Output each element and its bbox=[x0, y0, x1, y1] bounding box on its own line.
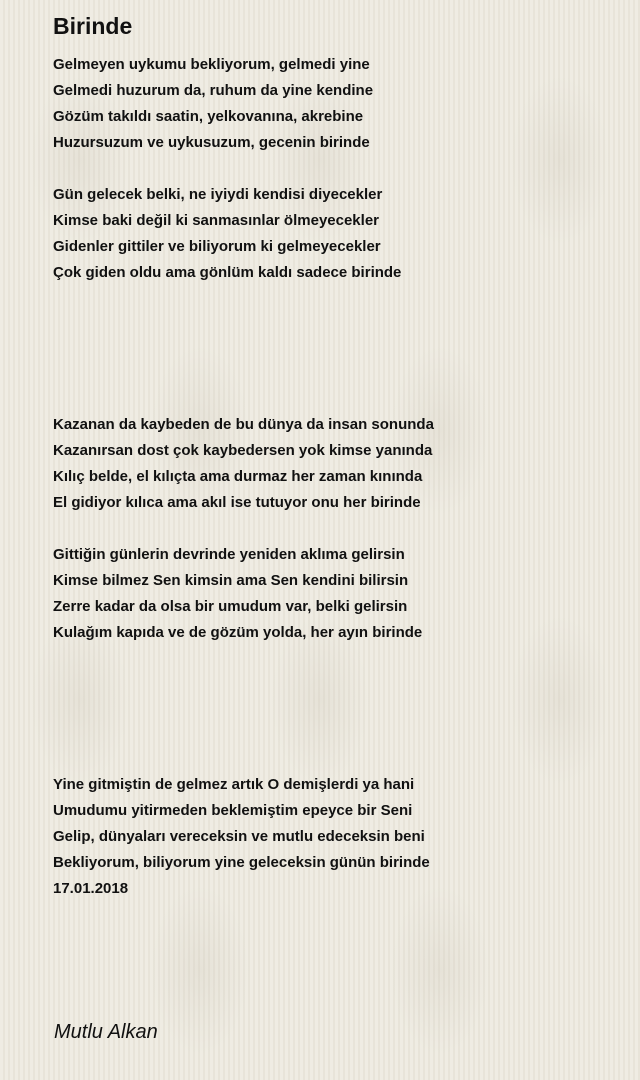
poem-line: Kılıç belde, el kılıçta ama durmaz her zaman kınında bbox=[53, 468, 423, 485]
section-gap bbox=[53, 286, 613, 412]
poem-line: Gelmedi huzurum da, ruhum da yine kendine bbox=[53, 82, 374, 99]
poem-line: Gün gelecek belki, ne iyiydi kendisi diyecekler bbox=[53, 186, 383, 203]
stanza-gap bbox=[53, 156, 613, 182]
poem-author: Mutlu Alkan bbox=[54, 1021, 158, 1043]
poem-body bbox=[53, 52, 613, 902]
poem-line: Gittiğin günlerin devrinde yeniden aklıma gelirsin bbox=[53, 546, 405, 563]
poem-line: Yine gitmiştin de gelmez artık O demişlerdi ya hani bbox=[53, 776, 415, 793]
poem-line: Kulağım kapıda ve de gözüm yolda, her ayın birinde bbox=[53, 624, 423, 641]
stanza-3 bbox=[53, 412, 613, 516]
stanza-gap bbox=[53, 516, 613, 542]
poem-line: Gidenler gittiler ve biliyorum ki gelmeyecekler bbox=[53, 238, 381, 255]
poem-line: Kimse bilmez Sen kimsin ama Sen kendini bilirsin bbox=[53, 572, 409, 589]
poem-date: 17.01.2018 bbox=[53, 880, 129, 897]
poem-line: Kazanırsan dost çok kaybedersen yok kimse yanında bbox=[53, 442, 433, 459]
poem-title: Birinde bbox=[53, 13, 133, 39]
poem-line: El gidiyor kılıca ama akıl ise tutuyor onu her birinde bbox=[53, 494, 421, 511]
stanza-5 bbox=[53, 772, 613, 902]
stanza-2 bbox=[53, 182, 613, 286]
poem-line: Çok giden oldu ama gönlüm kaldı sadece birinde bbox=[53, 264, 402, 281]
poem-line: Umudumu yitirmeden beklemiştim epeyce bir Seni bbox=[53, 802, 413, 819]
stanza-4 bbox=[53, 542, 613, 646]
section-gap bbox=[53, 646, 613, 772]
poem-line: Zerre kadar da olsa bir umudum var, belki gelirsin bbox=[53, 598, 408, 615]
poem-line: Bekliyorum, biliyorum yine geleceksin günün birinde bbox=[53, 854, 430, 871]
poem-line: Huzursuzum ve uykusuzum, gecenin birinde bbox=[53, 134, 370, 151]
poem-line: Gelip, dünyaları vereceksin ve mutlu edeceksin beni bbox=[53, 828, 425, 845]
poem-line: Gelmeyen uykumu bekliyorum, gelmedi yine bbox=[53, 56, 370, 73]
poem-line: Kazanan da kaybeden de bu dünya da insan sonunda bbox=[53, 416, 434, 433]
poem-line: Kimse baki değil ki sanmasınlar ölmeyecekler bbox=[53, 212, 380, 229]
stanza-1 bbox=[53, 52, 613, 156]
poem-line: Gözüm takıldı saatin, yelkovanına, akrebine bbox=[53, 108, 364, 125]
